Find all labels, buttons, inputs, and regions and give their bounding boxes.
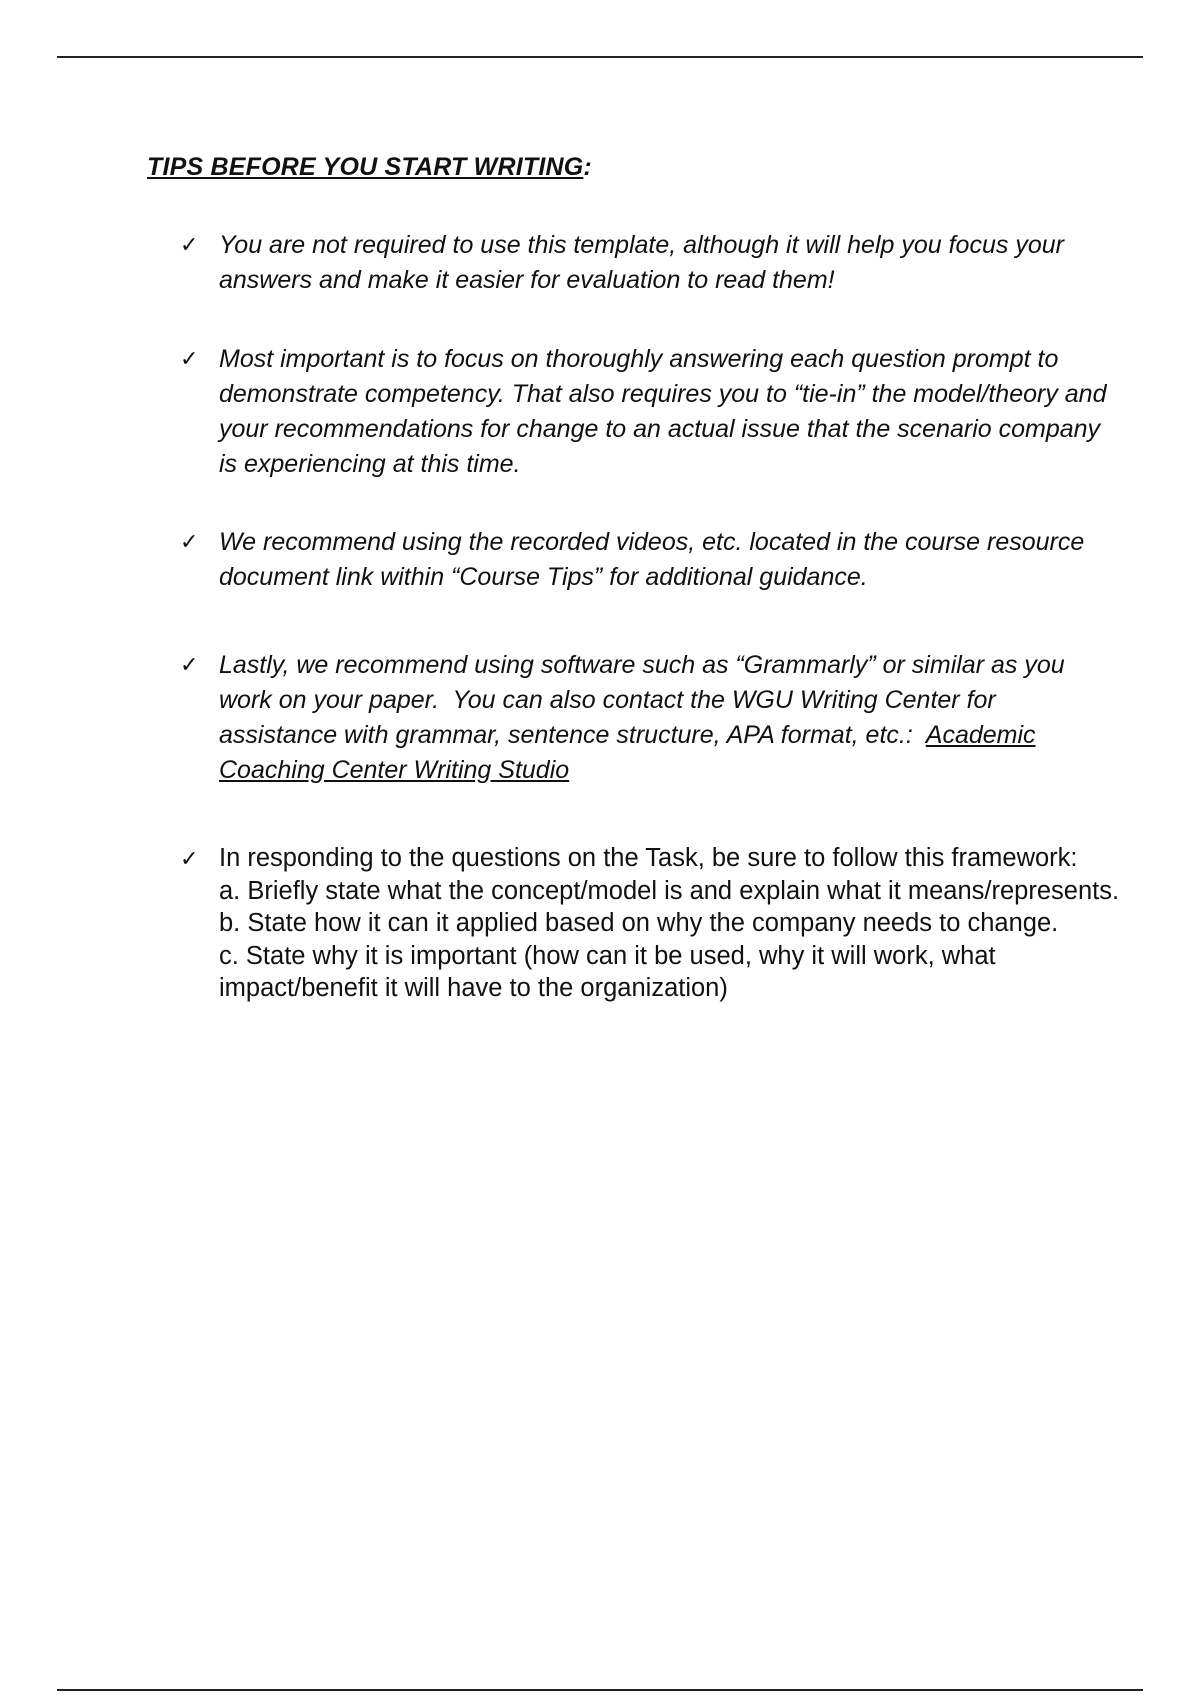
framework-intro: In responding to the questions on the Task, be sure to follow this framework: — [219, 844, 1078, 872]
framework-step-a: a. Briefly state what the concept/model is and explain what it means/represents. — [219, 876, 1120, 905]
tip-text: Most important is to focus on thoroughly answering each question prompt to demonstrate competency. That also requires you to “tie-in” the model/theory and your recommendations for change to an actual issue that the scenario company is experiencing at this time. — [219, 345, 1107, 478]
tip-text: You are not required to use this template, although it will help you focus your answers and make it easier for evaluation to read them! — [219, 231, 1064, 294]
tip-item — [180, 648, 1120, 788]
tip-text-body: Lastly, we recommend using software such as “Grammarly” or similar as you work on your paper. You can also contact the WGU Writing Center for assistance with grammar, sentence structure, APA format, etc.: — [219, 651, 1072, 749]
tip-text — [219, 648, 1120, 788]
tip-item — [180, 228, 1120, 298]
heading-text: TIPS BEFORE YOU START WRITING — [147, 153, 584, 181]
tip-item — [180, 842, 1120, 1005]
check-mark-icon: ✓ — [180, 347, 199, 372]
tip-text: We recommend using the recorded videos, etc. located in the course resource document link within “Course Tips” for additional guidance. — [219, 528, 1085, 591]
framework-text — [219, 842, 1120, 1005]
check-mark-icon: ✓ — [180, 530, 199, 555]
heading-colon: : — [583, 153, 592, 181]
check-mark-icon: ✓ — [180, 653, 199, 678]
check-mark-icon: ✓ — [180, 233, 199, 258]
tip-item — [180, 342, 1120, 482]
framework-step-c: c. State why it is important (how can it be used, why it will work, what impact/benefit it will have to the organization) — [219, 941, 996, 1003]
page-heading — [147, 153, 592, 182]
tip-item — [180, 525, 1120, 595]
top-divider — [57, 56, 1143, 58]
writing-studio-link[interactable]: Academic Coaching Center Writing Studio — [219, 721, 1036, 784]
bottom-divider — [57, 1689, 1143, 1691]
framework-step-b: b. State how it can it applied based on why the company needs to change. — [219, 909, 1059, 938]
check-mark-icon: ✓ — [180, 847, 199, 872]
